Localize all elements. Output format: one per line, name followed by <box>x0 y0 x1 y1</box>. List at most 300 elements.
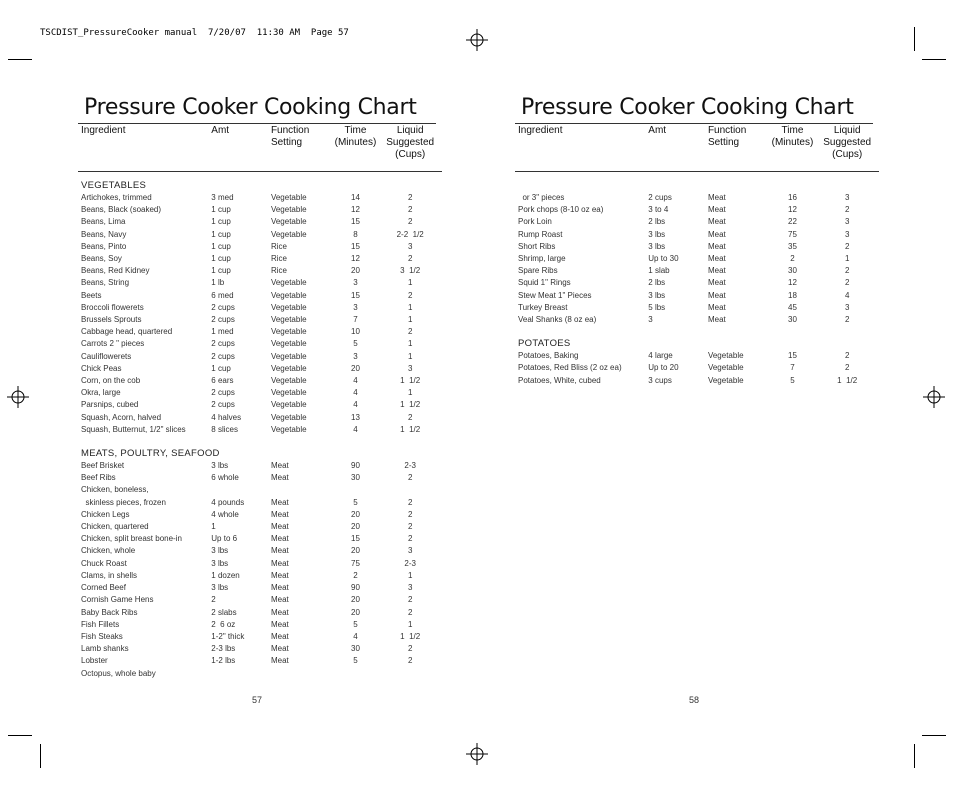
table-row <box>80 497 440 509</box>
cell-liquid: 3 <box>844 193 850 202</box>
cell-function: Meat <box>270 631 289 641</box>
cell-ingredient: Beets <box>81 290 102 300</box>
registration-mark-icon <box>7 386 29 408</box>
cell-ingredient: Pork Loin <box>518 217 552 227</box>
cell-ingredient: Fish Steaks <box>81 631 123 641</box>
cell-amt: 2 slabs <box>211 607 237 617</box>
table-row <box>80 412 440 424</box>
page-title: Pressure Cooker Cooking Chart <box>84 95 417 120</box>
cell-liquid: 2 <box>844 351 850 361</box>
cell-function: Meat <box>270 546 289 556</box>
cell-liquid: 2 <box>407 217 413 227</box>
cell-liquid: 3 <box>844 229 850 239</box>
cell-liquid: 2 <box>844 278 850 288</box>
cell-amt: 2 cups <box>211 400 235 410</box>
cell-time: 12 <box>788 205 797 215</box>
cell-ingredient: Parsnips, cubed <box>81 400 139 410</box>
header-time: Time (Minutes) <box>771 125 814 148</box>
cell-ingredient: Pork chops (8-10 oz ea) <box>518 205 604 215</box>
cell-time: 30 <box>351 473 360 483</box>
cell-amt: 3 cups <box>648 375 672 385</box>
cell-time: 4 <box>353 424 358 434</box>
cell-time: 15 <box>351 290 360 300</box>
cell-ingredient: Squash, Acorn, halved <box>81 412 162 422</box>
cell-time: 22 <box>788 217 797 227</box>
table-row <box>80 582 440 594</box>
table-row <box>517 290 877 302</box>
cell-ingredient: or 3" pieces <box>518 193 565 202</box>
table-row <box>80 241 440 253</box>
cell-function: Vegetable <box>270 217 307 227</box>
cell-time: 45 <box>788 302 797 312</box>
cell-ingredient: Veal Shanks (8 oz ea) <box>518 315 597 325</box>
cell-time: 35 <box>788 241 797 251</box>
cell-function: Rice <box>270 266 287 276</box>
cell-time: 90 <box>351 461 360 471</box>
cell-amt: 1 cup <box>211 266 231 276</box>
cell-liquid: 2 <box>844 363 850 373</box>
cell-ingredient: Chicken, boneless, <box>81 485 149 495</box>
cell-amt: 3 lbs <box>211 558 229 568</box>
cell-function: Meat <box>707 205 726 215</box>
cell-function: Meat <box>270 619 289 629</box>
title-rule <box>78 123 436 124</box>
table-row <box>517 253 877 265</box>
table-body <box>517 180 877 387</box>
cell-ingredient: Potatoes, Baking <box>518 351 579 361</box>
table-row <box>80 375 440 387</box>
cell-ingredient: Baby Back Ribs <box>81 607 138 617</box>
table-row <box>517 229 877 241</box>
table-row <box>80 533 440 545</box>
crop-mark <box>922 735 946 736</box>
cell-function: Vegetable <box>707 375 744 385</box>
cell-function: Rice <box>270 241 287 251</box>
page-number: 58 <box>689 695 700 705</box>
cell-function: Meat <box>270 534 289 544</box>
cell-liquid: 2 <box>407 254 413 264</box>
cell-function: Vegetable <box>270 339 307 349</box>
cell-amt: 1 cup <box>211 217 231 227</box>
table-row <box>80 668 440 680</box>
cell-liquid: 2-3 <box>404 461 416 471</box>
page-title: Pressure Cooker Cooking Chart <box>521 95 854 120</box>
cell-function: Meat <box>270 522 289 532</box>
cell-time: 30 <box>788 315 797 325</box>
cell-amt: 3 lbs <box>648 241 666 251</box>
table-row <box>517 265 877 277</box>
cell-function: Meat <box>270 509 289 519</box>
header-amt: Amt <box>648 125 667 136</box>
cell-function: Meat <box>707 217 726 227</box>
cell-amt: 1-2 lbs <box>211 656 236 666</box>
cell-amt: 2-3 lbs <box>211 644 236 654</box>
cell-amt: 2 lbs <box>648 278 666 288</box>
crop-mark <box>914 744 915 768</box>
cell-function: Vegetable <box>270 302 307 312</box>
cell-time: 15 <box>351 241 360 251</box>
cell-time: 4 <box>353 388 358 398</box>
table-header <box>80 125 440 171</box>
crop-mark <box>914 27 915 51</box>
cell-ingredient: Beans, Pinto <box>81 241 127 251</box>
cell-amt: 3 med <box>211 193 234 202</box>
cell-time: 20 <box>351 266 360 276</box>
header-liquid: Liquid Suggested (Cups) <box>386 125 435 160</box>
cell-time: 5 <box>790 375 795 385</box>
cell-function: Meat <box>707 193 726 202</box>
header-function: Function Setting <box>270 125 310 148</box>
table-row <box>80 351 440 363</box>
cell-amt: 1 cup <box>211 229 231 239</box>
cell-function: Vegetable <box>270 205 307 215</box>
cell-ingredient: Beans, Soy <box>81 254 122 264</box>
cell-liquid: 2 <box>407 522 413 532</box>
cell-liquid: 3 <box>407 363 413 373</box>
cell-liquid: 1 <box>407 619 413 629</box>
cell-ingredient: Spare Ribs <box>518 266 558 276</box>
cell-liquid <box>380 668 440 680</box>
table-row <box>517 216 877 228</box>
cell-liquid: 1 <box>407 388 413 398</box>
table-row <box>80 655 440 667</box>
cell-ingredient: Clams, in shells <box>81 570 138 580</box>
cell-time: 3 <box>353 302 358 312</box>
cell-amt: 2 <box>211 595 216 605</box>
cell-liquid: 2 <box>407 607 413 617</box>
cell-function: Vegetable <box>270 412 307 422</box>
cell-time: 15 <box>351 534 360 544</box>
cell-function: Vegetable <box>270 327 307 337</box>
cell-time: 14 <box>351 193 360 202</box>
table-row <box>517 192 877 204</box>
cell-amt: 1 slab <box>648 266 670 276</box>
cell-amt: 6 whole <box>211 473 239 483</box>
cell-function: Vegetable <box>270 351 307 361</box>
section-heading: MEATS, POULTRY, SEAFOOD <box>81 448 220 460</box>
cell-time: 20 <box>351 607 360 617</box>
cell-amt: 4 pounds <box>211 497 245 507</box>
crop-mark <box>8 59 32 60</box>
cell-time: 18 <box>788 290 797 300</box>
cell-liquid: 2 <box>407 595 413 605</box>
cell-time: 15 <box>788 351 797 361</box>
cell-time <box>331 668 381 680</box>
cell-ingredient: skinless pieces, frozen <box>81 497 166 507</box>
cell-liquid: 2 <box>407 656 413 666</box>
cell-time <box>331 484 381 496</box>
cell-function: Meat <box>270 570 289 580</box>
table-row <box>80 216 440 228</box>
table-row <box>517 241 877 253</box>
table-row <box>80 607 440 619</box>
right-page <box>517 93 877 387</box>
cell-time: 30 <box>788 266 797 276</box>
header-amt: Amt <box>211 125 230 136</box>
cell-liquid: 4 <box>844 290 850 300</box>
cell-time: 7 <box>353 315 358 325</box>
cell-function: Vegetable <box>270 315 307 325</box>
cell-ingredient: Carrots 2 " pieces <box>81 339 145 349</box>
cell-ingredient: Short Ribs <box>518 241 556 251</box>
cell-ingredient: Squid 1" Rings <box>518 278 571 288</box>
cell-ingredient: Turkey Breast <box>518 302 568 312</box>
registration-mark-icon <box>466 29 488 51</box>
cell-liquid: 2-3 <box>404 558 416 568</box>
section-heading: VEGETABLES <box>81 180 147 191</box>
cell-liquid: 2 <box>407 193 413 202</box>
section-heading: POTATOES <box>518 338 571 350</box>
table-row <box>80 460 440 472</box>
cell-liquid: 1 1/2 <box>400 400 421 410</box>
section-gap <box>517 326 877 338</box>
crop-mark <box>8 735 32 736</box>
cell-function: Meat <box>707 229 726 239</box>
cell-time: 15 <box>351 217 360 227</box>
table-row <box>80 387 440 399</box>
registration-mark-icon <box>923 386 945 408</box>
left-page <box>80 93 440 680</box>
cell-ingredient: Chuck Roast <box>81 558 127 568</box>
cell-time: 7 <box>790 363 795 373</box>
cell-function: Rice <box>270 254 287 264</box>
table-row <box>80 399 440 411</box>
cell-function: Vegetable <box>270 229 307 239</box>
cell-time: 12 <box>788 278 797 288</box>
cell-function: Vegetable <box>270 290 307 300</box>
cell-liquid: 2 <box>407 473 413 483</box>
cell-function: Meat <box>270 595 289 605</box>
cell-function: Vegetable <box>270 400 307 410</box>
crop-mark <box>40 744 41 768</box>
table-row <box>517 314 877 326</box>
cell-amt: 4 halves <box>211 412 242 422</box>
cell-time: 2 <box>790 254 795 264</box>
table-row <box>80 253 440 265</box>
page-number: 57 <box>252 695 263 705</box>
header-function: Function Setting <box>707 125 747 148</box>
cell-function: Meat <box>270 656 289 666</box>
cell-liquid: 2 <box>407 412 413 422</box>
table-row <box>517 350 877 362</box>
cell-liquid: 3 <box>844 217 850 227</box>
cell-ingredient: Chicken, quartered <box>81 522 149 532</box>
table-row <box>80 545 440 557</box>
cell-amt: 1 cup <box>211 254 231 264</box>
cell-amt: 8 slices <box>211 424 238 434</box>
cell-ingredient: Chicken Legs <box>81 509 130 519</box>
table-row <box>80 290 440 302</box>
cell-function: Meat <box>270 497 289 507</box>
cell-ingredient: Beans, String <box>81 278 130 288</box>
cell-amt: 1 cup <box>211 241 231 251</box>
section-gap <box>80 436 440 448</box>
cell-time: 4 <box>353 631 358 641</box>
cell-time: 20 <box>351 522 360 532</box>
cell-ingredient: Artichokes, trimmed <box>81 193 152 202</box>
table-row <box>80 277 440 289</box>
cell-ingredient: Rump Roast <box>518 229 563 239</box>
cell-liquid: 2 <box>407 509 413 519</box>
cell-time: 2 <box>353 570 358 580</box>
cell-liquid: 1 <box>407 315 413 325</box>
cell-amt: 3 lbs <box>211 461 229 471</box>
table-row <box>80 265 440 277</box>
cell-function <box>271 668 331 680</box>
cell-liquid: 3 <box>407 583 413 593</box>
cell-function: Vegetable <box>270 278 307 288</box>
cell-ingredient: Lamb shanks <box>81 644 129 654</box>
table-row <box>80 521 440 533</box>
cell-ingredient: Cornish Game Hens <box>81 595 154 605</box>
cell-amt: 4 whole <box>211 509 239 519</box>
cell-time: 30 <box>351 644 360 654</box>
cell-time: 8 <box>353 229 358 239</box>
cell-function: Meat <box>270 461 289 471</box>
header-time: Time (Minutes) <box>334 125 377 148</box>
cell-amt: 3 lbs <box>648 229 666 239</box>
cell-time: 4 <box>353 400 358 410</box>
cell-amt: 6 med <box>211 290 234 300</box>
cell-amt: 2 cups <box>211 302 235 312</box>
cell-ingredient: Lobster <box>81 656 108 666</box>
cell-time: 75 <box>788 229 797 239</box>
cell-liquid: 3 <box>844 302 850 312</box>
cell-time: 3 <box>353 351 358 361</box>
header-rule <box>515 171 879 172</box>
header-rule <box>78 171 442 172</box>
cell-function: Vegetable <box>707 351 744 361</box>
cell-ingredient: Beans, Black (soaked) <box>81 205 162 215</box>
table-row <box>517 362 877 374</box>
cell-function: Vegetable <box>270 363 307 373</box>
cell-time: 20 <box>351 509 360 519</box>
cell-ingredient: Stew Meat 1" Pieces <box>518 290 592 300</box>
cell-ingredient: Beans, Red Kidney <box>81 266 150 276</box>
table-row <box>517 204 877 216</box>
cell-time: 90 <box>351 583 360 593</box>
header-ingredient: Ingredient <box>81 125 126 136</box>
cell-time: 5 <box>353 656 358 666</box>
cell-amt: 1 <box>211 522 216 532</box>
cell-amt: Up to 6 <box>211 534 238 544</box>
table-row <box>80 229 440 241</box>
table-row <box>80 484 440 496</box>
cell-function: Vegetable <box>270 424 307 434</box>
cell-liquid: 3 1/2 <box>400 266 421 276</box>
cell-liquid: 1 1/2 <box>837 375 858 385</box>
cell-liquid: 1 <box>407 302 413 312</box>
table-row <box>80 338 440 350</box>
cell-amt: 2 cups <box>648 193 672 202</box>
cell-liquid: 2 <box>844 241 850 251</box>
cell-amt: 2 cups <box>211 351 235 361</box>
cell-ingredient: Corn, on the cob <box>81 376 141 386</box>
cell-amt: 1-2" thick <box>211 631 245 641</box>
cell-amt: 1 dozen <box>211 570 240 580</box>
cell-ingredient: Beef Brisket <box>81 461 125 471</box>
cell-ingredient: Chick Peas <box>81 363 122 373</box>
cell-liquid: 2 <box>407 205 413 215</box>
table-row <box>80 302 440 314</box>
cell-liquid: 1 <box>407 570 413 580</box>
cell-time: 5 <box>353 619 358 629</box>
cell-function: Meat <box>707 266 726 276</box>
cell-ingredient: Squash, Butternut, 1/2" slices <box>81 424 186 434</box>
table-row <box>80 192 440 204</box>
cell-ingredient: Shrimp, large <box>518 254 566 264</box>
table-body <box>80 180 440 680</box>
table-row <box>80 509 440 521</box>
cell-time: 20 <box>351 595 360 605</box>
cell-ingredient: Cabbage head, quartered <box>81 327 173 337</box>
cell-function: Meat <box>270 583 289 593</box>
cell-time: 10 <box>351 327 360 337</box>
cell-function: Meat <box>707 278 726 288</box>
cell-amt: 3 lbs <box>211 583 229 593</box>
cell-ingredient: Beef Ribs <box>81 473 116 483</box>
cell-function: Meat <box>270 558 289 568</box>
cell-amt: 3 <box>648 315 653 325</box>
cell-liquid: 2 <box>407 290 413 300</box>
table-row <box>80 472 440 484</box>
cell-liquid: 2 <box>844 266 850 276</box>
cell-liquid: 1 1/2 <box>400 424 421 434</box>
cell-time: 4 <box>353 376 358 386</box>
cell-liquid: 2 <box>407 534 413 544</box>
cell-function: Meat <box>707 241 726 251</box>
cell-liquid: 1 <box>844 254 850 264</box>
cell-liquid: 2-2 1/2 <box>396 229 424 239</box>
header-liquid: Liquid Suggested (Cups) <box>823 125 872 160</box>
cell-amt: 1 cup <box>211 205 231 215</box>
cell-amt: 6 ears <box>211 376 234 386</box>
cell-liquid: 3 <box>407 241 413 251</box>
cell-liquid: 1 1/2 <box>400 376 421 386</box>
cell-ingredient: Potatoes, White, cubed <box>518 375 601 385</box>
table-row <box>517 277 877 289</box>
cell-time: 12 <box>351 205 360 215</box>
cell-liquid <box>380 484 440 496</box>
cell-liquid: 2 <box>844 205 850 215</box>
section-heading <box>517 180 877 192</box>
cell-ingredient: Brussels Sprouts <box>81 315 142 325</box>
cell-liquid: 1 1/2 <box>400 631 421 641</box>
cell-liquid: 3 <box>407 546 413 556</box>
cell-function: Meat <box>707 302 726 312</box>
table-row <box>517 375 877 387</box>
cell-amt: 3 to 4 <box>648 205 669 215</box>
cell-time: 16 <box>788 193 797 202</box>
cell-liquid: 2 <box>844 315 850 325</box>
table-row <box>80 363 440 375</box>
cell-ingredient: Chicken, whole <box>81 546 136 556</box>
table-row <box>80 594 440 606</box>
cell-liquid: 1 <box>407 351 413 361</box>
cell-function: Vegetable <box>270 193 307 202</box>
cell-amt <box>211 484 271 496</box>
cell-ingredient: Okra, large <box>81 388 121 398</box>
cell-function: Meat <box>270 607 289 617</box>
cell-amt: 2 6 oz <box>211 619 236 629</box>
cell-amt <box>211 668 271 680</box>
cell-time: 20 <box>351 546 360 556</box>
cell-time: 5 <box>353 339 358 349</box>
cell-amt: 2 lbs <box>648 217 666 227</box>
print-slug: TSCDIST_PressureCooker manual 7/20/07 11:30 AM Page 57 <box>40 28 349 38</box>
cell-function: Meat <box>270 473 289 483</box>
cell-amt: 2 cups <box>211 339 235 349</box>
